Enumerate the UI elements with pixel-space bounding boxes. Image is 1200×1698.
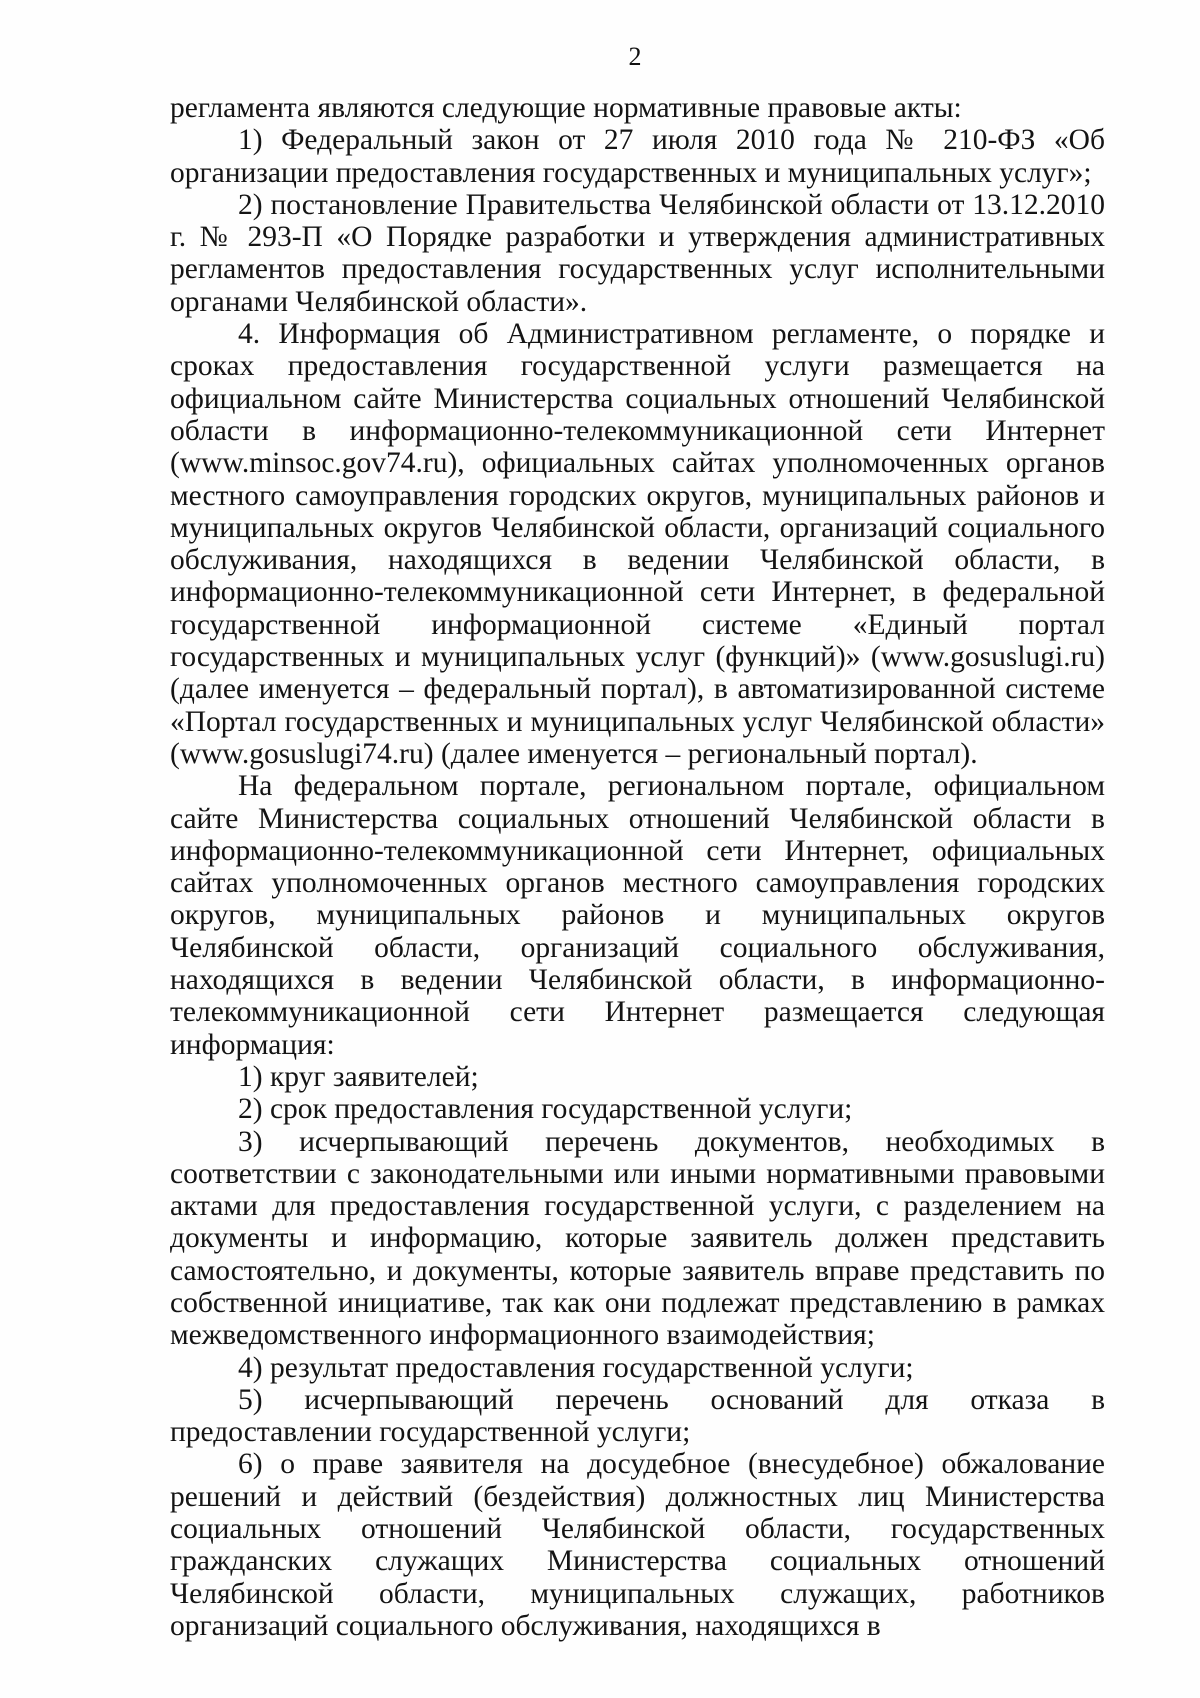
paragraph-4: 4. Информация об Административном регламенте, о порядке и сроках предоставления государственной услуги размещается на официальном сайте Министерства социальных отношений Челябинской области в информационно-телекоммуникационной сети Интернет (www.minsoc.gov74.ru), официальных сайтах уполномоченных органов местного самоуправления городских округов, муниципальных районов и муниципальных округов Челябинской области, организаций социального обслуживания, находящихся в ведении Челябинской области, в информационно-телекоммуникационной сети Интернет, в федеральной государственной информационной системе «Единый портал государственных и муниципальных услуг (функций)» (www.gosuslugi.ru) (далее именуется – федеральный портал), в автоматизированной системе «Портал государственных и муниципальных услуг Челябинской области» (www.gosuslugi74.ru) (далее именуется – региональный портал). — [170, 318, 1105, 770]
paragraph-9: 4) результат предоставления государственной услуги; — [238, 1351, 914, 1384]
paragraph-5: На федеральном портале, региональном портале, официальном сайте Министерства социальных отношений Челябинской области в информационно-телекоммуникационной сети Интернет, официальных сайтах уполномоченных органов местного самоуправления городских округов, муниципальных районов и муниципальных округов Челябинской области, организаций социального обслуживания, находящихся в ведении Челябинской области, в информационно-телекоммуникационной сети Интернет размещается следующая информация: — [170, 770, 1105, 1061]
page-number: 2 — [628, 42, 642, 71]
paragraph-11: 6) о праве заявителя на досудебное (внесудебное) обжалование решений и действий (бездействия) должностных лиц Министерства социальных отношений Челябинской области, государственных гражданских служащих Министерства социальных отношений Челябинской области, муниципальных служащих, работников организаций социального обслуживания, находящихся в — [170, 1448, 1105, 1642]
paragraph-1: регламента являются следующие нормативные правовые акты: — [170, 92, 962, 124]
paragraph-2: 1) Федеральный закон от 27 июля 2010 года № 210-ФЗ «Об организации предоставления государственных и муниципальных услуг»; — [170, 124, 1105, 189]
paragraph-7: 2) срок предоставления государственной услуги; — [238, 1093, 853, 1126]
document-body — [170, 92, 1105, 1642]
paragraph-10: 5) исчерпывающий перечень оснований для отказа в предоставлении государственной услуги; — [170, 1383, 1105, 1449]
paragraph-6: 1) круг заявителей; — [238, 1060, 479, 1093]
paragraph-8: 3) исчерпывающий перечень документов, необходимых в соответствии с законодательными или иными нормативными правовыми актами для предоставления государственной услуги, с разделением на документы и информацию, которые заявитель должен представить самостоятельно, и документы, которые заявитель вправе представить по собственной инициативе, так как они подлежат представлению в рамках межведомственного информационного взаимодействия; — [170, 1125, 1105, 1352]
paragraph-3: 2) постановление Правительства Челябинской области от 13.12.2010 г. № 293-П «О Порядке разработки и утверждения административных регламентов предоставления государственных услуг исполнительными органами Челябинской области». — [170, 188, 1105, 318]
